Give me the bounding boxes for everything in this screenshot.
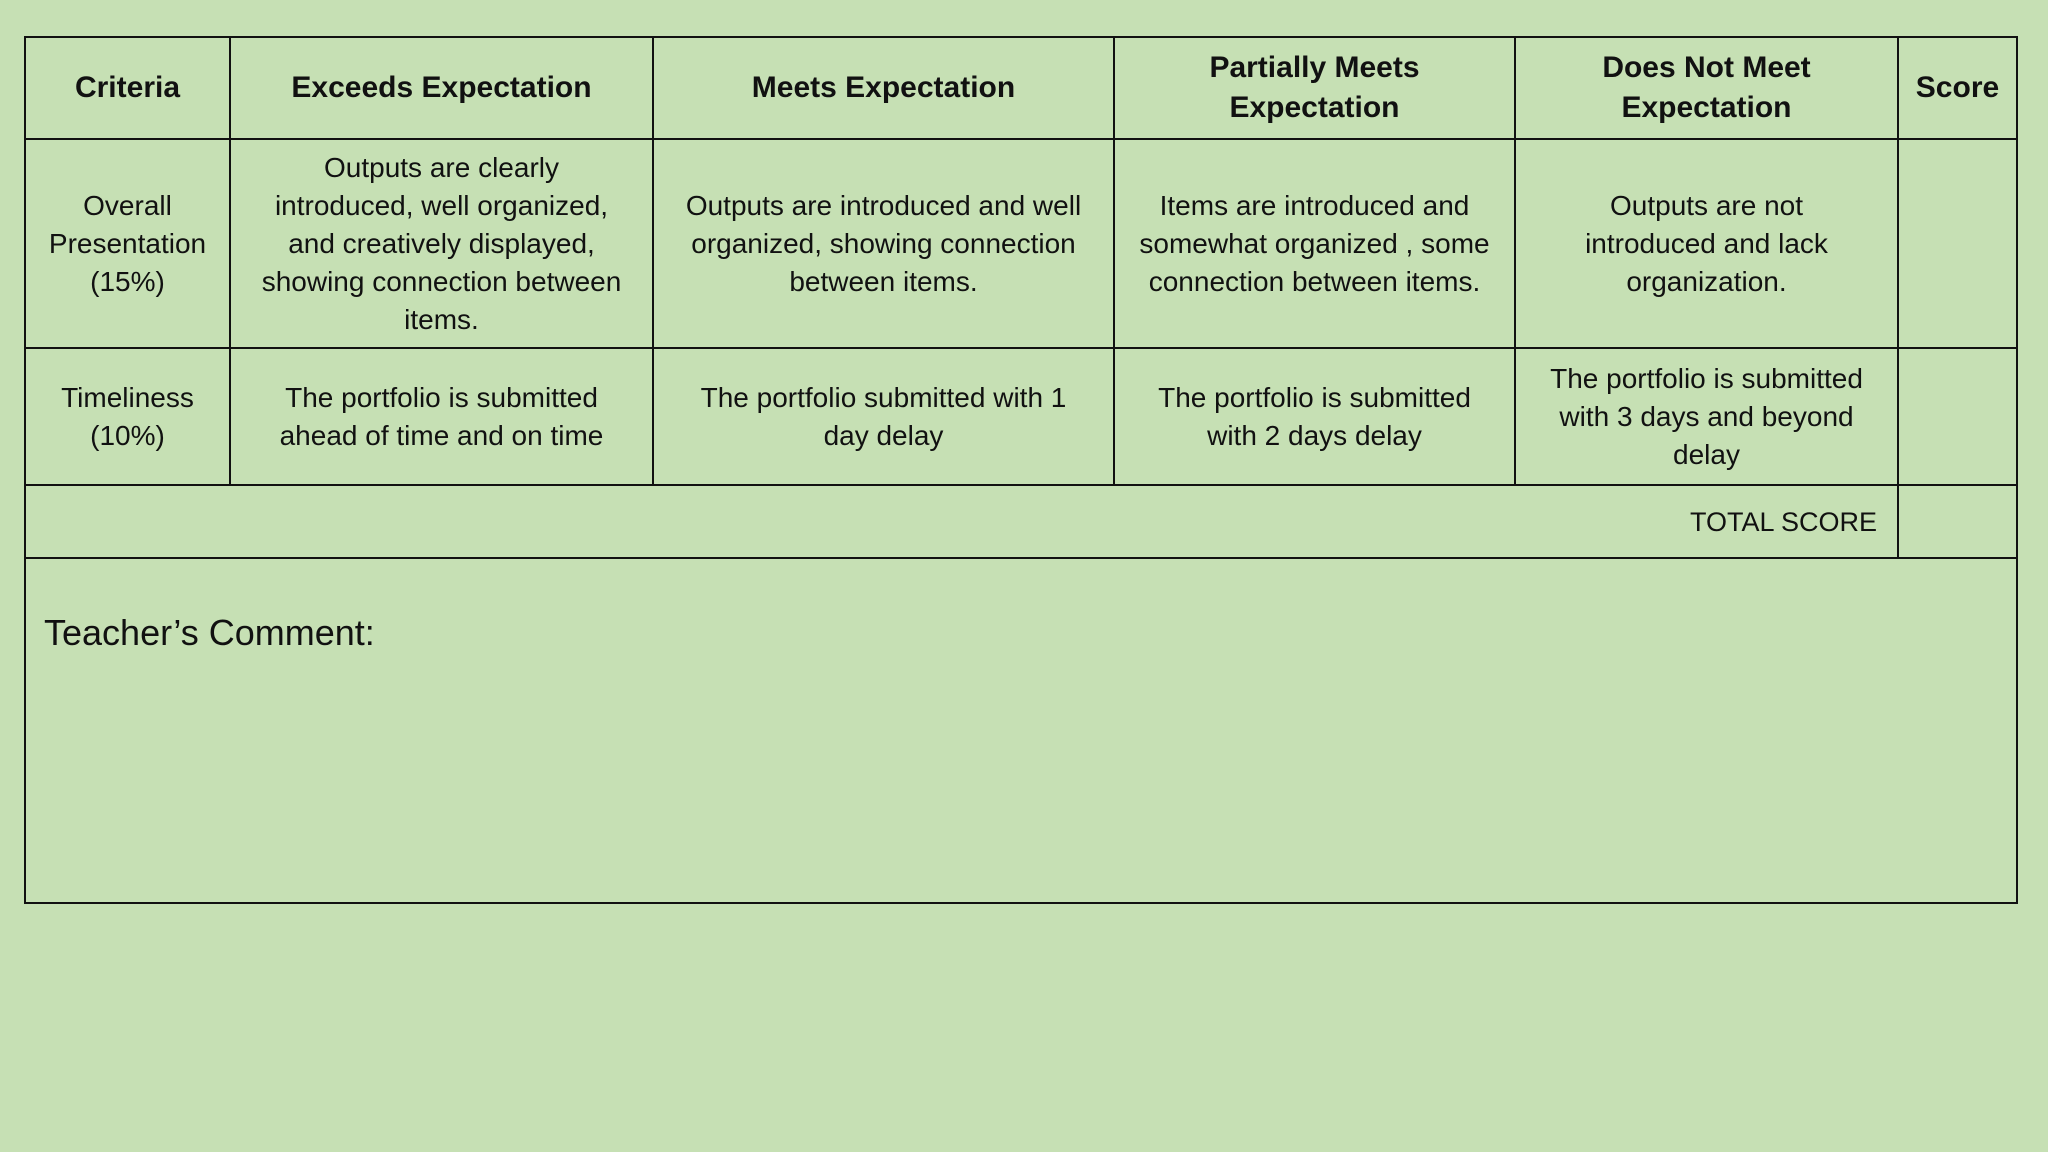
meets-cell: Outputs are introduced and well organized, showing connection between items. <box>653 139 1114 348</box>
teacher-comment-box[interactable] <box>25 558 2017 903</box>
total-row <box>25 485 2017 558</box>
header-score: Score <box>1898 37 2017 139</box>
meets-cell: The portfolio submitted with 1 day delay <box>653 348 1114 485</box>
score-cell[interactable] <box>1898 139 2017 348</box>
header-exceeds-expectation: Exceeds Expectation <box>230 37 653 139</box>
header-partially-meets-expectation: Partially Meets Expectation <box>1114 37 1515 139</box>
header-does-not-meet-expectation: Does Not Meet Expectation <box>1515 37 1898 139</box>
exceeds-cell: Outputs are clearly introduced, well organized, and creatively displayed, showing connection between items. <box>230 139 653 348</box>
header-row <box>25 37 2017 139</box>
rubric-table <box>24 36 2018 904</box>
table-row <box>25 139 2017 348</box>
partially-cell: The portfolio is submitted with 2 days delay <box>1114 348 1515 485</box>
partially-cell: Items are introduced and somewhat organized , some connection between items. <box>1114 139 1515 348</box>
score-cell[interactable] <box>1898 348 2017 485</box>
header-meets-expectation: Meets Expectation <box>653 37 1114 139</box>
exceeds-cell: The portfolio is submitted ahead of time and on time <box>230 348 653 485</box>
criteria-cell: Overall Presentation (15%) <box>25 139 230 348</box>
teacher-comment-label: Teacher’s Comment: <box>44 612 375 653</box>
total-score-cell[interactable] <box>1898 485 2017 558</box>
total-score-label: TOTAL SCORE <box>25 485 1898 558</box>
comment-row <box>25 558 2017 903</box>
table-row <box>25 348 2017 485</box>
header-criteria: Criteria <box>25 37 230 139</box>
not-meet-cell: The portfolio is submitted with 3 days and beyond delay <box>1515 348 1898 485</box>
not-meet-cell: Outputs are not introduced and lack organization. <box>1515 139 1898 348</box>
criteria-cell: Timeliness (10%) <box>25 348 230 485</box>
